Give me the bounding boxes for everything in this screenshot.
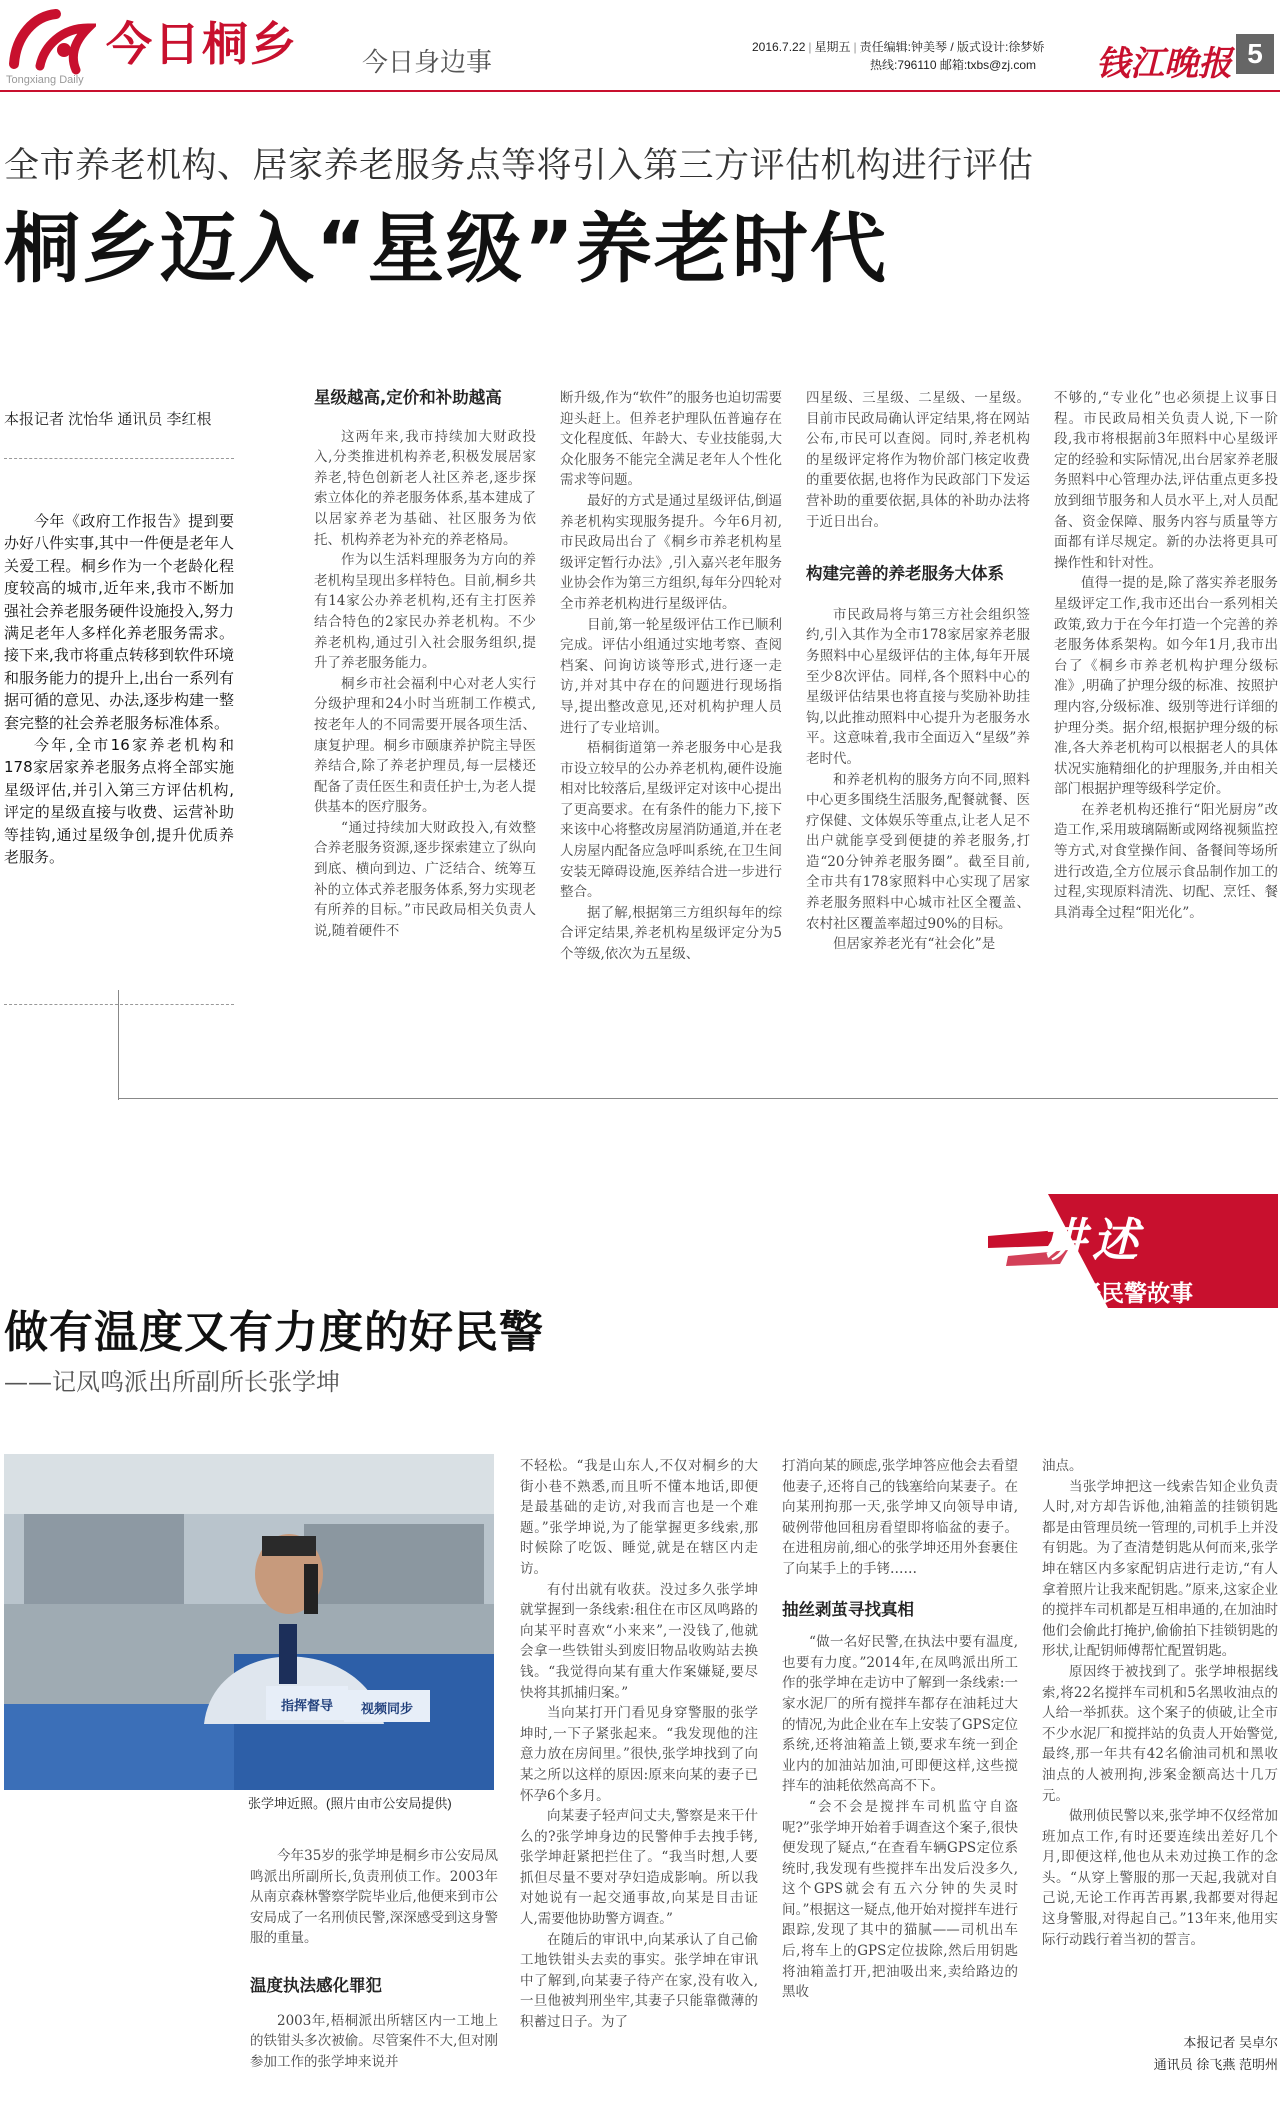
body-paragraph: 在随后的审讯中,向某承认了自己偷工地铁钳头去卖的事实。张学坤在审讯中了解到,向某妻子待产在家,没有收入,一旦他被判刑坐牢,其妻子只能靠微薄的积蓄过日子。为了 [520,1931,758,2031]
body-paragraph: “会不会是搅拌车司机监守自盗呢?”张学坤开始着手调查这个案子,很快便发现了疑点,“在查看车辆GPS定位系统时,我发现有些搅拌车出发后没多久,这个GPS就会有五六分钟的失灵时间。”根据这一疑点,他开始对搅拌车进行跟踪,发现了其中的猫腻——司机出车后,将车上的GPS定位拔除,然后用钥匙将油箱盖打开,把油吸出来,卖给路边的黑收 [782,1798,1018,2001]
article1-column-2 [560,388,782,1028]
logo-emblem-icon [4,6,96,76]
body-paragraph: 断升级,作为“软件”的服务也迫切需要迎头赶上。但养老护理队伍普遍存在文化程度低、年龄大、专业技能弱,大众化服务不能完全满足老年人个性化需求等问题。 [560,390,782,489]
article1-column-3 [806,388,1030,1028]
article1-lead [4,510,234,869]
divider [4,458,234,459]
article2-intro-continued [250,1976,498,2104]
signoff-reporter: 本报记者 吴卓尔 [1183,2035,1278,2050]
photo-caption: 张学坤近照。(照片由市公安局提供) [248,1796,452,1811]
article2-subhead: 温度执法感化罪犯 [250,1976,382,1995]
article2-subhead: 抽丝剥茧寻找真相 [782,1599,914,1619]
signoff-correspondents: 通讯员 徐飞燕 范明州 [1153,2057,1278,2072]
logo-english: Tongxiang Daily [6,74,84,86]
issue-info: 2016.7.22 | 星期五 | 责任编辑:钟美琴 / 版式设计:徐梦娇 热线:796110 邮箱:txbs@zj.com [752,40,1045,72]
article2-intro [250,1846,498,1996]
body-paragraph: 油点。 [1042,1458,1083,1474]
body-paragraph: 向某妻子轻声问丈夫,警察是来干什么的?张学坤身边的民警伸手去拽手铐,张学坤赶紧把拦住了。“我当时想,人要抓但尽量不要对孕妇造成影响。所以我对她说有一起交通事故,向某是目击证人,需要他协助警方调查。” [520,1808,758,1928]
article2-subtitle: ——记凤鸣派出所副所长张学坤 [4,1368,340,1396]
divider [4,1004,234,1005]
page-number: 5 [1236,34,1274,74]
body-paragraph: 当张学坤把这一线索告知企业负责人时,对方却告诉他,油箱盖的挂锁钥匙都是由管理员统一管理的,司机手上并没有钥匙。为了查清楚钥匙从何而来,张学坤在辖区内多家配钥店进行走访,“有人拿着照片让我来配钥匙。”原来,这家企业的搅拌车司机都是互相串通的,在加油时他们会偷此打掩护,偷偷拍下挂锁钥匙的形状,让配钥师傅帮忙配置钥匙。 [1042,1478,1278,1660]
body-paragraph: “通过持续加大财政投入,有效整合养老服务资源,逐步探索建立了纵向到底、横向到边、广泛结合、统筹互补的立体式养老服务体系,努力实现老有所养的目标。”市民政局相关负责人说,随着硬件不 [314,819,536,939]
masthead [0,0,1280,92]
article2-signoff [1110,2032,1278,2076]
body-paragraph: 据了解,根据第三方组织每年的综合评定结果,养老机构星级评定分为5个等级,依次为五星级、 [560,904,782,963]
body-paragraph: 不够的,“专业化”也必须提上议事日程。市民政局相关负责人说,下一阶段,我市将根据前3年照料中心星级评定的经验和实际情况,出台居家养老服务照料中心管理办法,评估重点更多投放到细节服务和人员水平上,对人员配备、资金保障、服务内容与质量等方面都有详尽规定。新的办法将更具可操作性和针对性。 [1054,390,1278,571]
body-paragraph: 四星级、三星级、二星级、一星级。目前市民政局确认评定结果,将在网站公布,市民可以查阅。同时,养老机构的星级评定将作为物价部门核定收费的重要依据,也将作为民政部门下发运营补助的重要依据,具体的补助办法将于近日出台。 [806,390,1030,530]
body-paragraph: 目前,第一轮星级评估工作已顺利完成。评估小组通过实地考察、查阅档案、问询访谈等形式,进行逐一走访,并对其中存在的问题进行现场指导,提出整改意见,还对机构护理人员进行了专业培训。 [560,616,782,736]
body-paragraph: 作为以生活料理服务为方向的养老机构呈现出多样特色。目前,桐乡共有14家公办养老机构,还有主打医养结合特色的2家民办养老机构。不少养老机构,通过引入社会服务组织,提升了养老服务能力。 [314,552,536,672]
issue-weekday: 星期五 [814,40,851,54]
lead-paragraph: 今年《政府工作报告》提到要办好八件实事,其中一件便是老年人关爱工程。桐乡作为一个老龄化程度较高的城市,近年来,我市不断加强社会养老服务硬件设施投入,努力满足老年人多样化养老服务需求。接下来,我市将重点转移到软件环境和服务能力的提升上,出台一系列有据可循的意见、办法,逐步构建一整套完整的社会养老服务标准体系。 [4,512,234,732]
article1-kicker: 全市养老机构、居家养老服务点等将引入第三方评估机构进行评估 [4,146,1034,186]
body-paragraph: 当向某打开门看见身穿警服的张学坤时,一下子紧张起来。“我发现他的注意力放在房间里。”很快,张学坤找到了向某之所以这样的原因:原来向某的妻子已怀孕6个多月。 [520,1705,758,1804]
body-paragraph: 做刑侦民警以来,张学坤不仅经常加班加点工作,有时还要连续出差好几个月,即便这样,他也从未劝过换工作的念头。“从穿上警服的那一天起,我就对自己说,无论工作再苦再累,我都要对得起这身警服,对得起自己。”13年来,他用实际行动践行着当初的誓言。 [1042,1808,1278,1948]
article2-headline: 做有温度又有力度的好民警 [4,1307,544,1358]
frame-line [118,1098,1278,1099]
photo-illustration [4,1454,494,1790]
photo-sign-left: 指挥督导 [280,1699,334,1714]
article1-subhead: 星级越高,定价和补助越高 [314,388,502,407]
body-paragraph: 在养老机构还推行“阳光厨房”改造工作,采用玻璃隔断或网络视频监控等方式,对食堂操作间、备餐间等场所进行改造,全方位展示食品制作加工的过程,实现原料清洗、切配、烹饪、餐具消毒全过程“阳光化”。 [1054,801,1278,921]
body-paragraph: 市民政局将与第三方社会组织签约,引入其作为全市178家居家养老服务照料中心星级评估的主体,每年开展至少8次评估。同样,各个照料中心的星级评估结果也将直接与奖励补助挂钩,以此推动照料中心提升为老服务水平。这意味着,我市全面迈入“星级”养老时代。 [806,606,1030,767]
body-paragraph: 有付出就有收获。没过多久张学坤就掌握到一条线索:租住在市区凤鸣路的向某平时喜欢“小来来”,一没钱了,他就会拿一些铁钳头到废旧物品收购站去换钱。“我觉得向某有重大作案嫌疑,要尽快将其抓捕归案。” [520,1581,758,1701]
body-paragraph: 桐乡市社会福利中心对老人实行分级护理和24小时当班制工作模式,按老年人的不同需要开展各项生活、康复护理。桐乡市颐康养护院主导医养结合,除了养老护理员,每一层楼还配备了责任医生和责任护士,为老人提供基本的医疗服务。 [314,675,536,816]
article1-column-4 [1054,388,1278,1028]
issue-contact: 热线:796110 邮箱:txbs@zj.com [870,58,1037,72]
officer-photo [4,1454,494,1790]
paper-brand: 钱江晚报 [1096,44,1232,84]
body-paragraph: 今年35岁的张学坤是桐乡市公安局凤鸣派出所副所长,负责刑侦工作。2003年从南京森林警察学院毕业后,他便来到市公安局成了一名刑侦民警,深深感受到这身警服的重量。 [250,1848,498,1947]
article1-byline: 本报记者 沈怡华 通讯员 李红根 [4,411,212,428]
issue-date: 2016.7.22 [752,40,806,54]
body-paragraph: 梧桐街道第一养老服务中心是我市设立较早的公办养老机构,硬件设施相对比较落后,星级评定对该中心提出了更高要求。在有条件的能力下,接下来该中心将整改房屋消防通道,并在老人房屋内配备应急呼叫系统,在卫生间安装无障碍设施,医养结合进一步进行整合。 [560,740,782,901]
photo-sign-right: 视频同步 [360,1702,414,1717]
article1-subhead: 构建完善的养老服务大体系 [806,564,1004,584]
article2-column-1 [520,1456,758,2104]
article2-column-3 [1042,1456,1278,2030]
body-paragraph: 但居家养老光有“社会化”是 [833,936,996,953]
body-paragraph: 原因终于被找到了。张学坤根据线索,将22名搅拌车司机和5名黑收油点的人给一举抓获。这个案子的侦破,让全市不少水泥厂和搅拌站的负责人开始警觉,最终,那一年共有42名偷油司机和黑收油点的人被刑拘,涉案金额高达十几万元。 [1042,1663,1278,1804]
article1-headline: 桐乡迈入“星级”养老时代 [4,204,888,293]
body-paragraph: 和养老机构的服务方向不同,照料中心更多围绕生活服务,配餐就餐、医疗保健、文体娱乐等重点,让老人足不出户就能享受到便捷的养老服务,打造“20分钟养老服务圈”。截至目前,全市共有178家照料中心实现了居家养老服务照料中心城市社区全覆盖、农村社区覆盖率超过90%的目标。 [806,771,1030,932]
lead-paragraph: 今年,全市16家养老机构和178家居家养老服务点将全部实施星级评估,并引入第三方评估机构,评定的星级直接与收费、运营补助等挂钩,通过星级争创,提升优质养老服务。 [4,736,234,867]
issue-editors: 责任编辑:钟美琴 / 版式设计:徐梦娇 [859,40,1045,54]
body-paragraph: 这两年来,我市持续加大财政投入,分类推进机构养老,积极发展居家养老,特色创新老人社区养老,逐步探索立体化的养老服务体系,基本建成了以居家养老为基础、社区服务为依托、机构养老为补充的养老格局。 [314,428,536,548]
logo-title: 今日桐乡 [106,17,298,71]
body-paragraph: 最好的方式是通过星级评估,倒逼养老机构实现服务提升。今年6月初,市民政局出台了《桐乡市养老机构星级评定暂行办法》,引入嘉兴老年服务业协会作为第三方组织,每年分四轮对全市养老机构进行星级评估。 [560,492,782,612]
frame-line [118,990,119,1100]
badge-title: 讲述 [1040,1213,1144,1267]
article2-column-2 [782,1456,1018,2104]
article1-column-1 [314,388,536,1028]
body-paragraph: 2003年,梧桐派出所辖区内一工地上的铁钳头多次被偷。尽管案件不大,但对刚参加工作的张学坤来说并 [250,2012,498,2070]
badge-subtitle: 好民警故事 [1078,1281,1193,1307]
body-paragraph: “做一名好民警,在执法中要有温度,也要有力度。”2014年,在凤鸣派出所工作的张学坤在走访中了解到一条线索:一家水泥厂的所有搅拌车都存在油耗过大的情况,为此企业在车上安装了GPS定位系统,还将油箱盖上锁,要求车统一到企业内的加油站加油,可即便这样,这些搅拌车的油耗依然高高不下。 [782,1634,1018,1795]
body-paragraph: 打消向某的顾虑,张学坤答应他会去看望他妻子,还将自己的钱塞给向某妻子。在向某刑拘那一天,张学坤又向领导申请,破例带他回租房看望即将临盆的妻子。在进租房前,细心的张学坤还用外套裹住了向某手上的手铐…… [782,1458,1018,1577]
body-paragraph: 不轻松。“我是山东人,不仅对桐乡的大街小巷不熟悉,而且听不懂本地话,即便是最基础的走访,对我而言也是一个难题。”张学坤说,为了能掌握更多线索,那时候除了吃饭、睡觉,就是在辖区内走访。 [520,1458,758,1577]
section-name: 今日身边事 [362,47,493,77]
body-paragraph: 值得一提的是,除了落实养老服务星级评定工作,我市还出台一系列相关政策,致力于在今年打造一个完善的养老服务体系架构。如今年1月,我市出台了《桐乡市养老机构护理分级标准》,明确了护理分级的标准、按照护理内容,分级标准、级别等进行详细的护理分类。据介绍,根据护理分级的标准,各大养老机构可以根据老人的具体状况实施精细化的护理服务,并由相关部门根据护理等级科学定价。 [1054,575,1278,798]
